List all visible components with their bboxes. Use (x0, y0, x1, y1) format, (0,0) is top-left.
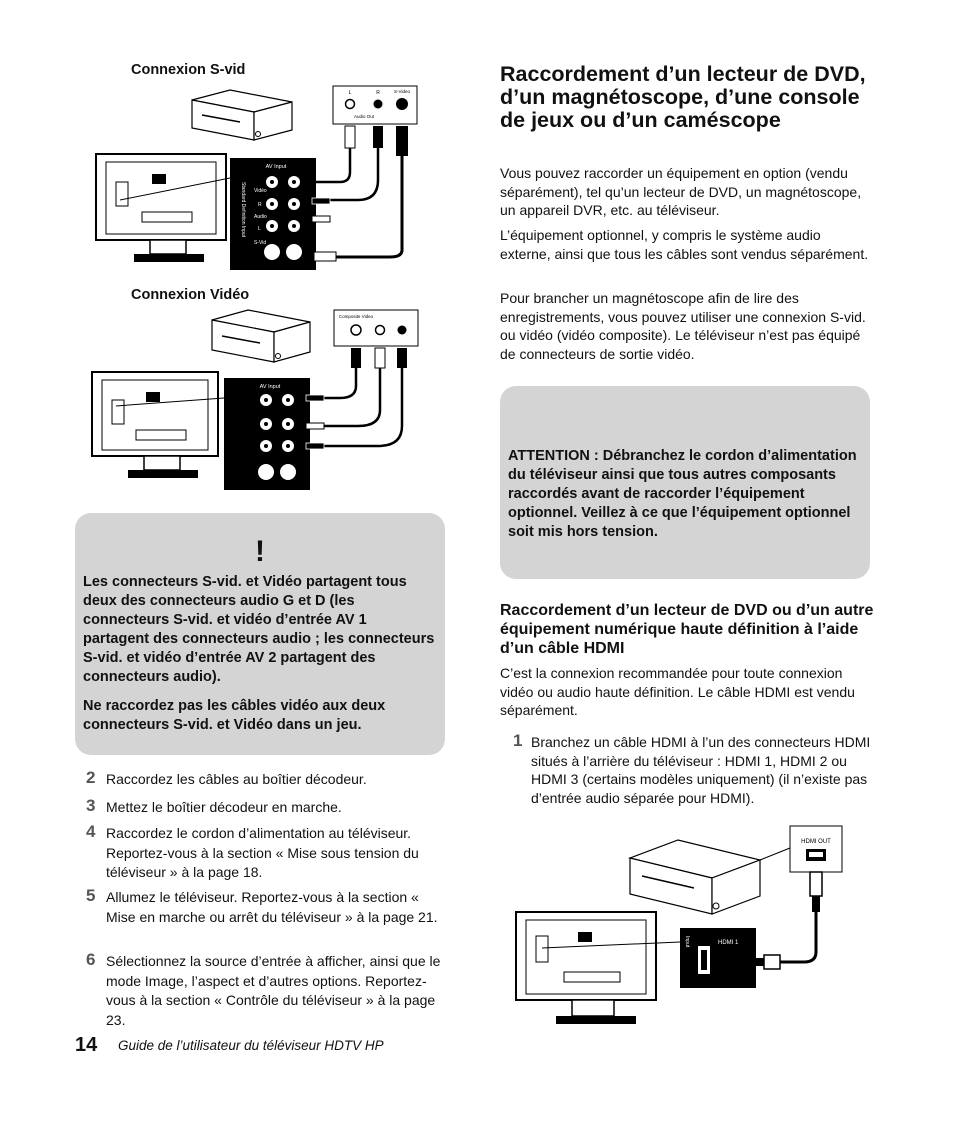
svideo-figure-caption: Connexion S-vid (131, 62, 246, 78)
step-number: 3 (86, 796, 96, 815)
r-label: R (258, 202, 262, 208)
out-svideo-label: S-Video (394, 89, 410, 94)
dvd-player-illustration-2 (212, 310, 310, 362)
video-figure-caption: Connexion Vidéo (131, 287, 250, 303)
step-2 (86, 770, 446, 790)
dvd-player-illustration-3 (630, 840, 760, 914)
section-1-paragraph-3: Pour brancher un magnétoscope afin de lire des enregistrements, vous pouvez utiliser une connexion S-vid. ou vidéo (vidéo composite). Le téléviseur n’est pas équipé de connecteurs de sortie vidéo. (500, 290, 866, 362)
section-1-title: Raccordement d’un lecteur de DVD, d’un magnétoscope, d’une console de jeux ou d’un caméscope (500, 62, 866, 132)
exclamation-icon: ! (255, 535, 265, 568)
hdmi-step-number: 1 (513, 731, 523, 750)
notice-paragraph-1: Les connecteurs S-vid. et Vidéo partagent tous deux des connecteurs audio G et D (les connecteurs S-vid. et vidéo d’entrée AV 1 partagent des connecteurs audio ; les connecteurs S-vid. et vidéo d’entrée AV 2 partagent des connecteurs audio). (83, 574, 435, 685)
out-audio-label: Audio Out (353, 114, 375, 119)
video-label: Vidéo (254, 188, 267, 194)
step-text: Sélectionnez la source d’entrée à afficher, ainsi que le mode Image, l’aspect et d’autres options. Reportez-vous à la section « Contrôle du téléviseur » à la page 23. (106, 953, 441, 1028)
step-3 (86, 798, 446, 818)
step-text: Raccordez le cordon d’alimentation au téléviseur. Reportez-vous à la section « Mise sous tension du téléviseur » à la page 18. (106, 825, 419, 880)
section-1-paragraph-2: L’équipement optionnel, y compris le système audio externe, ainsi que tous les câbles sont vendus séparément. (500, 227, 869, 262)
out-l-label: L (348, 90, 352, 96)
hdmi1-label: HDMI 1 (718, 940, 739, 946)
svid-label: S-Vid (254, 240, 267, 246)
hdmi-connection-diagram (512, 824, 857, 1034)
out-r-label: R (376, 90, 380, 96)
step-number: 5 (86, 886, 96, 905)
section-2-title: Raccordement d’un lecteur de DVD ou d’un autre équipement numérique haute définition à l’aide d’un câble HDMI (500, 602, 874, 657)
video-connection-diagram (88, 306, 438, 494)
l-label: L (258, 226, 261, 232)
av-input-label-2: AV Input (259, 384, 281, 390)
section-2-paragraph-1: C’est la connexion recommandée pour toute connexion vidéo ou audio haute définition. Le câble HDMI est vendu séparément. (500, 665, 855, 718)
dvd-player-illustration (192, 90, 292, 140)
av-input-label: AV Input (265, 164, 287, 170)
notice-paragraph-2: Ne raccordez pas les câbles vidéo aux deux connecteurs S-vid. et Vidéo dans un jeu. (83, 698, 386, 733)
step-5 (86, 888, 446, 927)
step-text: Allumez le téléviseur. Reportez-vous à la section « Mise en marche ou arrêt du téléviseur » à la page 21. (106, 889, 438, 925)
attention-text: ATTENTION : Débranchez le cordon d’alimentation du téléviseur ainsi que tous autres composants raccordés avant de raccorder l’équipement optionnel. Veillez à ce que l’équipement optionnel soit mis hors tension. (508, 448, 857, 540)
section-1-paragraph-1: Vous pouvez raccorder un équipement en option (vendu séparément), tel qu’un lecteur de DVD, un magnétoscope, un appareil DVR, etc. au téléviseur. (500, 165, 862, 218)
attention-notice (500, 386, 870, 579)
input-label: Input (684, 936, 690, 948)
composite-video-label: Composite Video (338, 314, 374, 319)
tv-back-illustration (96, 154, 226, 262)
hdmi-out-label: HDMI OUT (801, 839, 831, 845)
tv-back-illustration-2 (92, 372, 218, 478)
audio-label: Audio (254, 214, 267, 220)
step-6 (86, 952, 446, 1030)
step-text: Mettez le boîtier décodeur en marche. (106, 799, 342, 815)
step-number: 6 (86, 950, 96, 969)
guide-title: Guide de l’utilisateur du téléviseur HDTV HP (118, 1038, 384, 1053)
step-number: 4 (86, 822, 96, 841)
step-number: 2 (86, 768, 96, 787)
svideo-connection-diagram (90, 82, 440, 272)
tv-back-illustration-3 (516, 912, 656, 1024)
panel-side-label: Standard Definition Input (240, 182, 246, 238)
step-text: Raccordez les câbles au boîtier décodeur. (106, 771, 367, 787)
page-number: 14 (75, 1034, 98, 1056)
step-4 (86, 824, 446, 883)
hdmi-step-text: Branchez un câble HDMI à l’un des connecteurs HDMI situés à l’arrière du téléviseur : HDMI 1, HDMI 2 ou HDMI 3 (certains modèles uniquement) (il n’existe pas d’entrée audio séparée pour HDMI). (531, 734, 871, 806)
shared-connectors-notice (75, 513, 445, 755)
